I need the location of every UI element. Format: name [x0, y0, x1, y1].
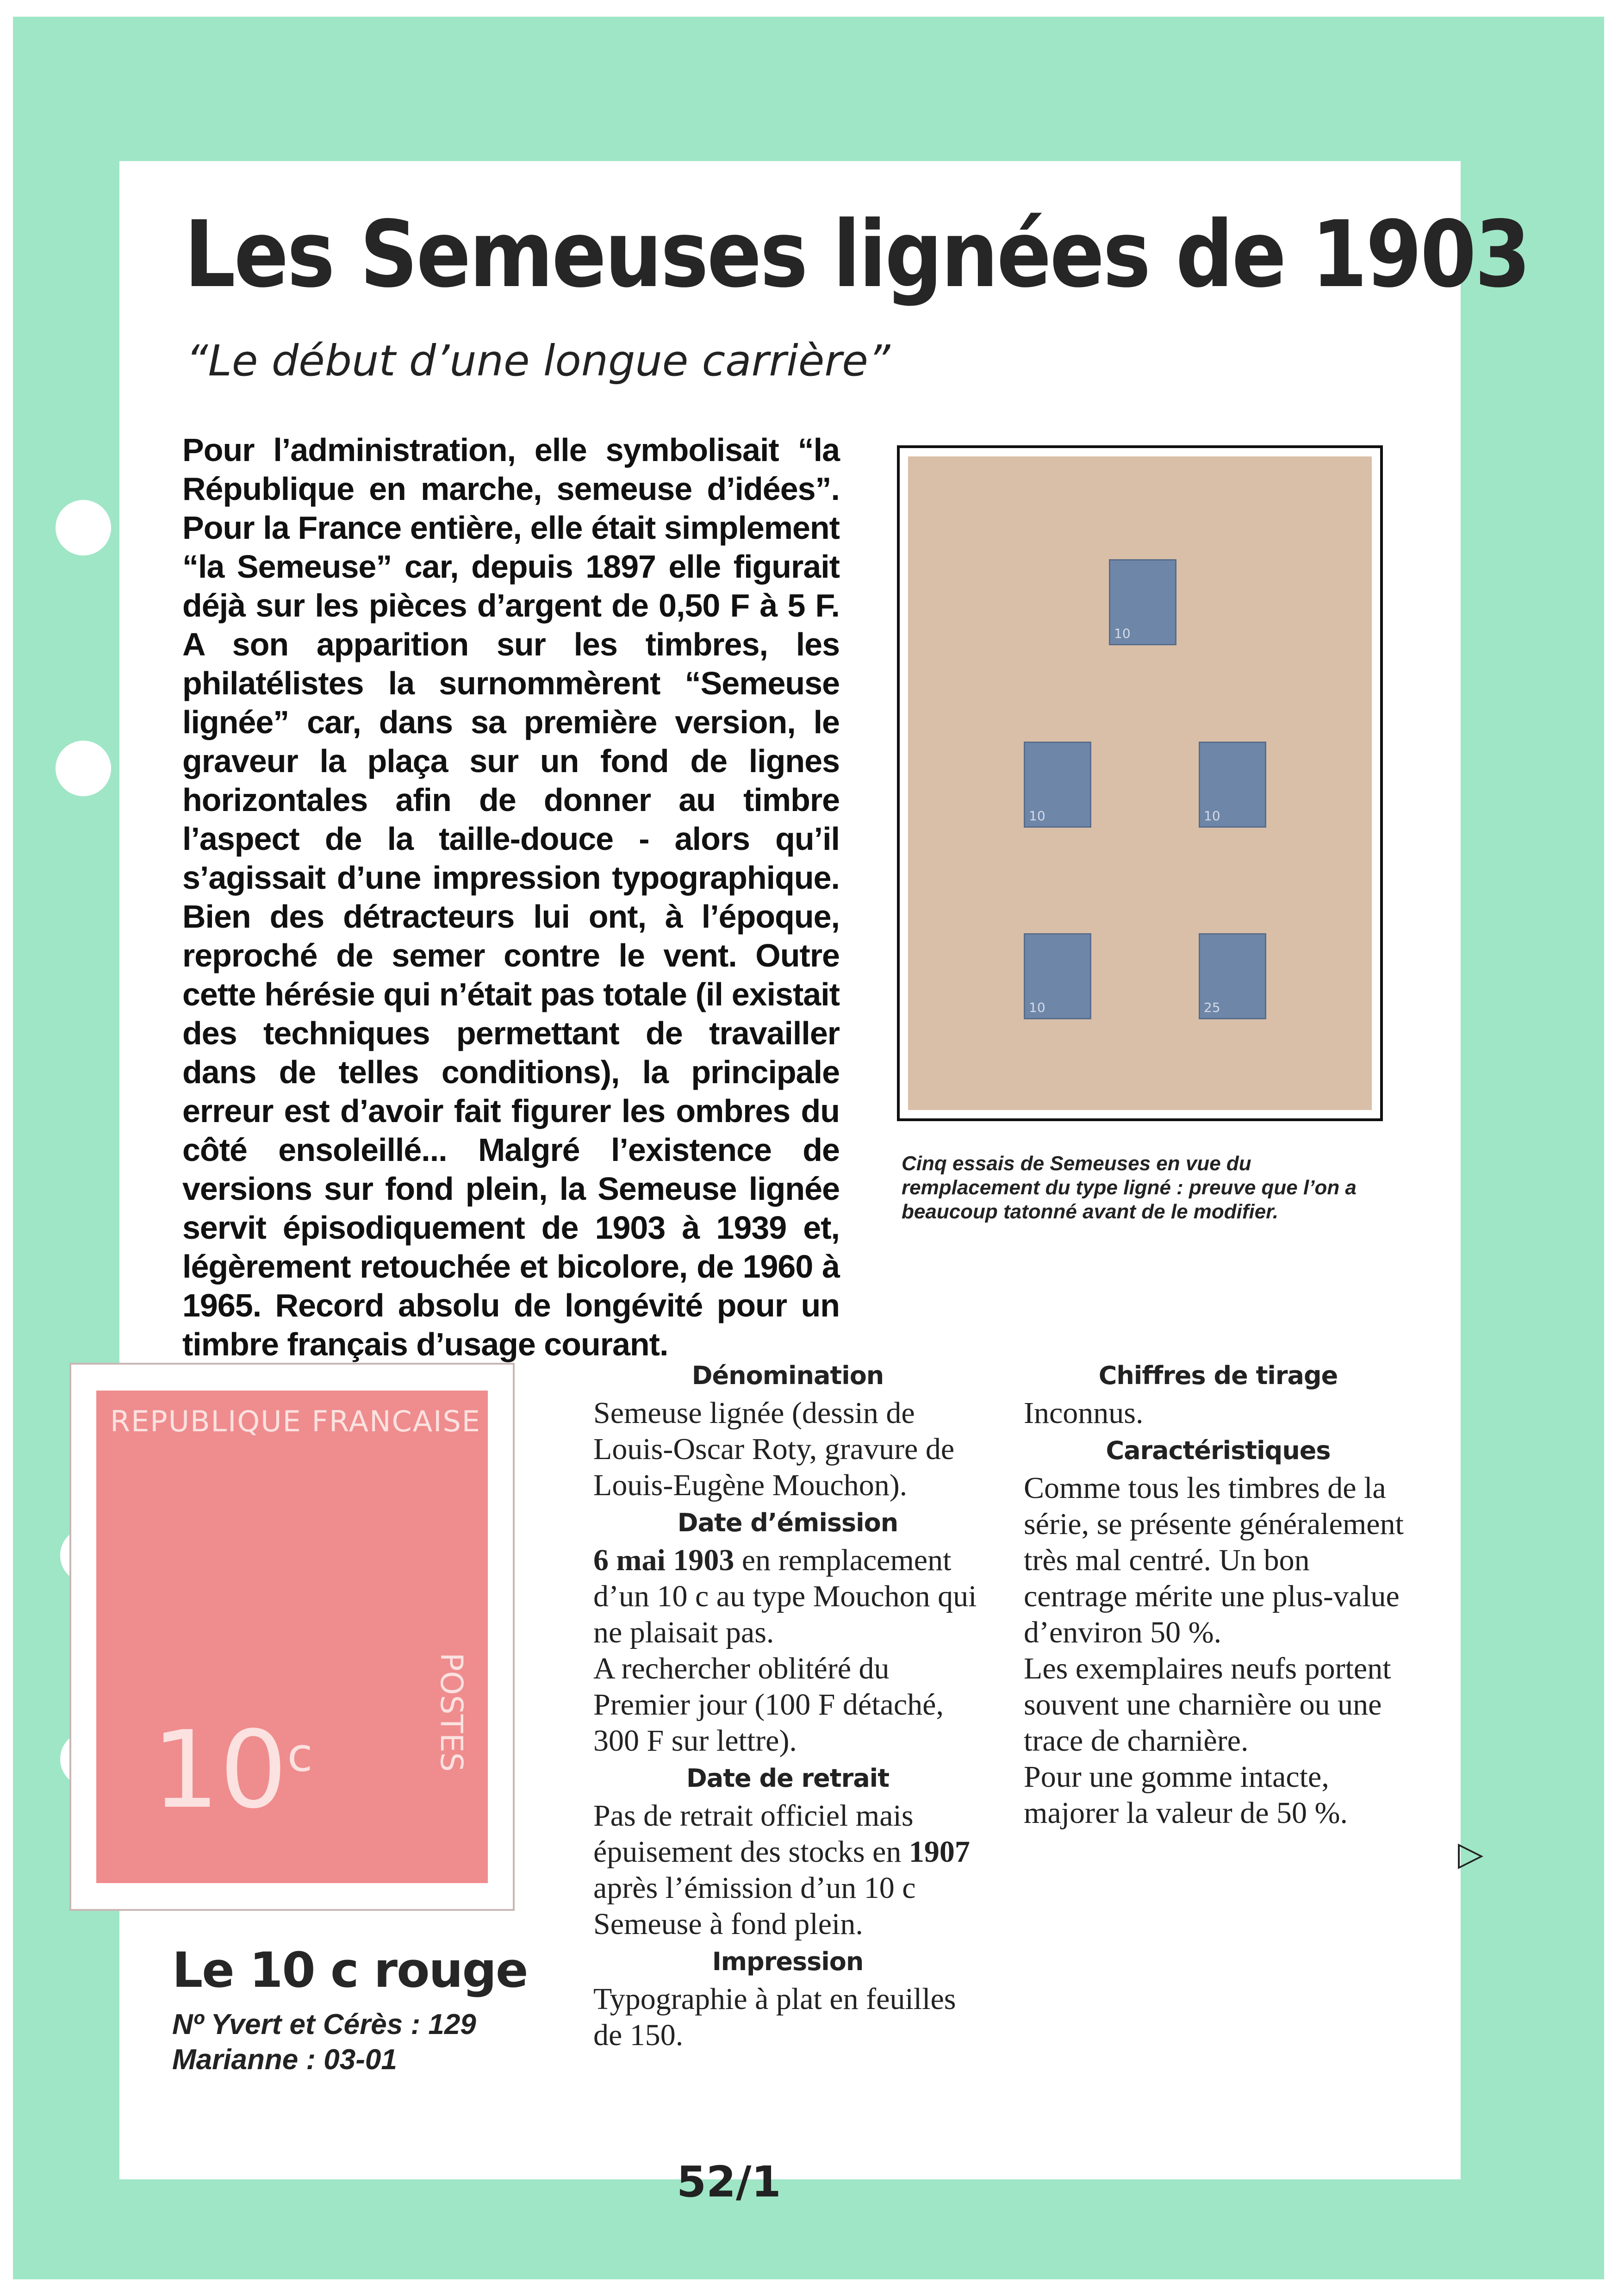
- stamp-image: [69, 1363, 515, 1911]
- essais-photo: [897, 445, 1383, 1121]
- caracteristiques-text-2: Les exemplaires neufs portent souvent une charnière ou une trace de charnière.: [1024, 1652, 1391, 1758]
- info-column-right: [1024, 1356, 1413, 1831]
- retrait-text: Pas de retrait officiel mais épuisement des stocks en 1907 après l’émission d’un 10 c Semeuse à fond plein.: [593, 1799, 970, 1941]
- page-title: Les Semeuses lignées de 1903: [184, 201, 1530, 308]
- stamp-title: Le 10 c rouge: [172, 1942, 528, 1998]
- caracteristiques-heading: Caractéristiques: [1106, 1436, 1331, 1465]
- info-column-middle: [593, 1356, 982, 2053]
- stamp-value: 10$^c$: [152, 1709, 313, 1832]
- denomination-heading: Dénomination: [691, 1361, 884, 1390]
- ref-yvert: Nº Yvert et Cérès : 129: [172, 2009, 476, 2040]
- denomination-text: Semeuse lignée (dessin de Louis-Oscar Roty, gravure de Louis-Eugène Mouchon).: [593, 1396, 955, 1502]
- photo-caption: Cinq essais de Semeuses en vue du remplacement du type ligné : preuve que l’on a beaucoup tatonné avant de le modifier.: [902, 1152, 1357, 1223]
- intro-text: Pour l’administration, elle symbolisait “la République en marche, semeuse d’idées”. Pour la France entière, elle était simplement “la Semeuse” car, depuis 1897 elle figurait déjà sur les pièces d’argent de 0,50 F à 5 F. A son apparition sur les timbres, les philatélistes la surnommèrent “Semeuse lignée” car, dans sa première version, le graveur la plaça sur un fond de lignes horizontales afin de donner au timbre l’aspect de la taille-douce - alors qu’il s’agissait d’une impression typographique. Bien des détracteurs lui ont, à l’époque, reproché de semer contre le vent. Outre cette hérésie qui n’était pas totale (il existait des techniques permettant de travailler dans de telles conditions), la principale erreur est d’avoir fait figurer les ombres du côté ensoleillé... Malgré l’existence de versions sur fond plein, la Semeuse lignée servit épisodiquement de 1903 à 1939 et, légèrement retouchée et bicolore, de 1960 à 1965. Record absolu de longévité pour un timbre français d’usage courant.: [182, 432, 840, 1362]
- caracteristiques-text-3: Pour une gomme intacte, majorer la valeur de 50 %.: [1024, 1760, 1348, 1830]
- emission-heading: Date d’émission: [677, 1508, 898, 1537]
- emission-text-2: A rechercher oblitéré du Premier jour (100 F détaché, 300 F sur lettre).: [593, 1652, 944, 1758]
- stamp-country: REPUBLIQUE FRANCAISE: [110, 1404, 481, 1438]
- page-number: 52/1: [677, 2157, 781, 2207]
- essai-stamp: 10: [1109, 559, 1176, 645]
- essai-stamp: 10: [1024, 933, 1091, 1019]
- emission-text: 6 mai 1903 en remplacement d’un 10 c au type Mouchon qui ne plaisait pas.: [593, 1543, 977, 1649]
- binder-hole: [56, 741, 111, 796]
- essai-stamp: 10: [1199, 742, 1266, 828]
- essai-stamp: 10: [1024, 742, 1091, 828]
- binder-hole: [56, 500, 111, 555]
- ref-marianne: Marianne : 03-01: [172, 2044, 397, 2076]
- impression-text: Typographie à plat en feuilles de 150.: [593, 1982, 956, 2052]
- retrait-heading: Date de retrait: [686, 1764, 890, 1793]
- stamp-references: [172, 2007, 476, 2078]
- tirage-text: Inconnus.: [1024, 1396, 1144, 1430]
- next-page-arrow-icon[interactable]: ▷: [1458, 1834, 1484, 1873]
- stamp-postes: POSTES: [434, 1653, 469, 1772]
- essai-stamp: 25: [1199, 933, 1266, 1019]
- impression-heading: Impression: [712, 1947, 864, 1976]
- essais-sheet: [908, 456, 1372, 1110]
- caracteristiques-text-1: Comme tous les timbres de la série, se présente généralement très mal centré. Un bon centrage mérite une plus-value d’environ 50 %.: [1024, 1471, 1404, 1649]
- tirage-heading: Chiffres de tirage: [1098, 1361, 1338, 1390]
- page-subtitle: “Le début d’une longue carrière”: [186, 336, 890, 386]
- stamp-face: [96, 1391, 488, 1883]
